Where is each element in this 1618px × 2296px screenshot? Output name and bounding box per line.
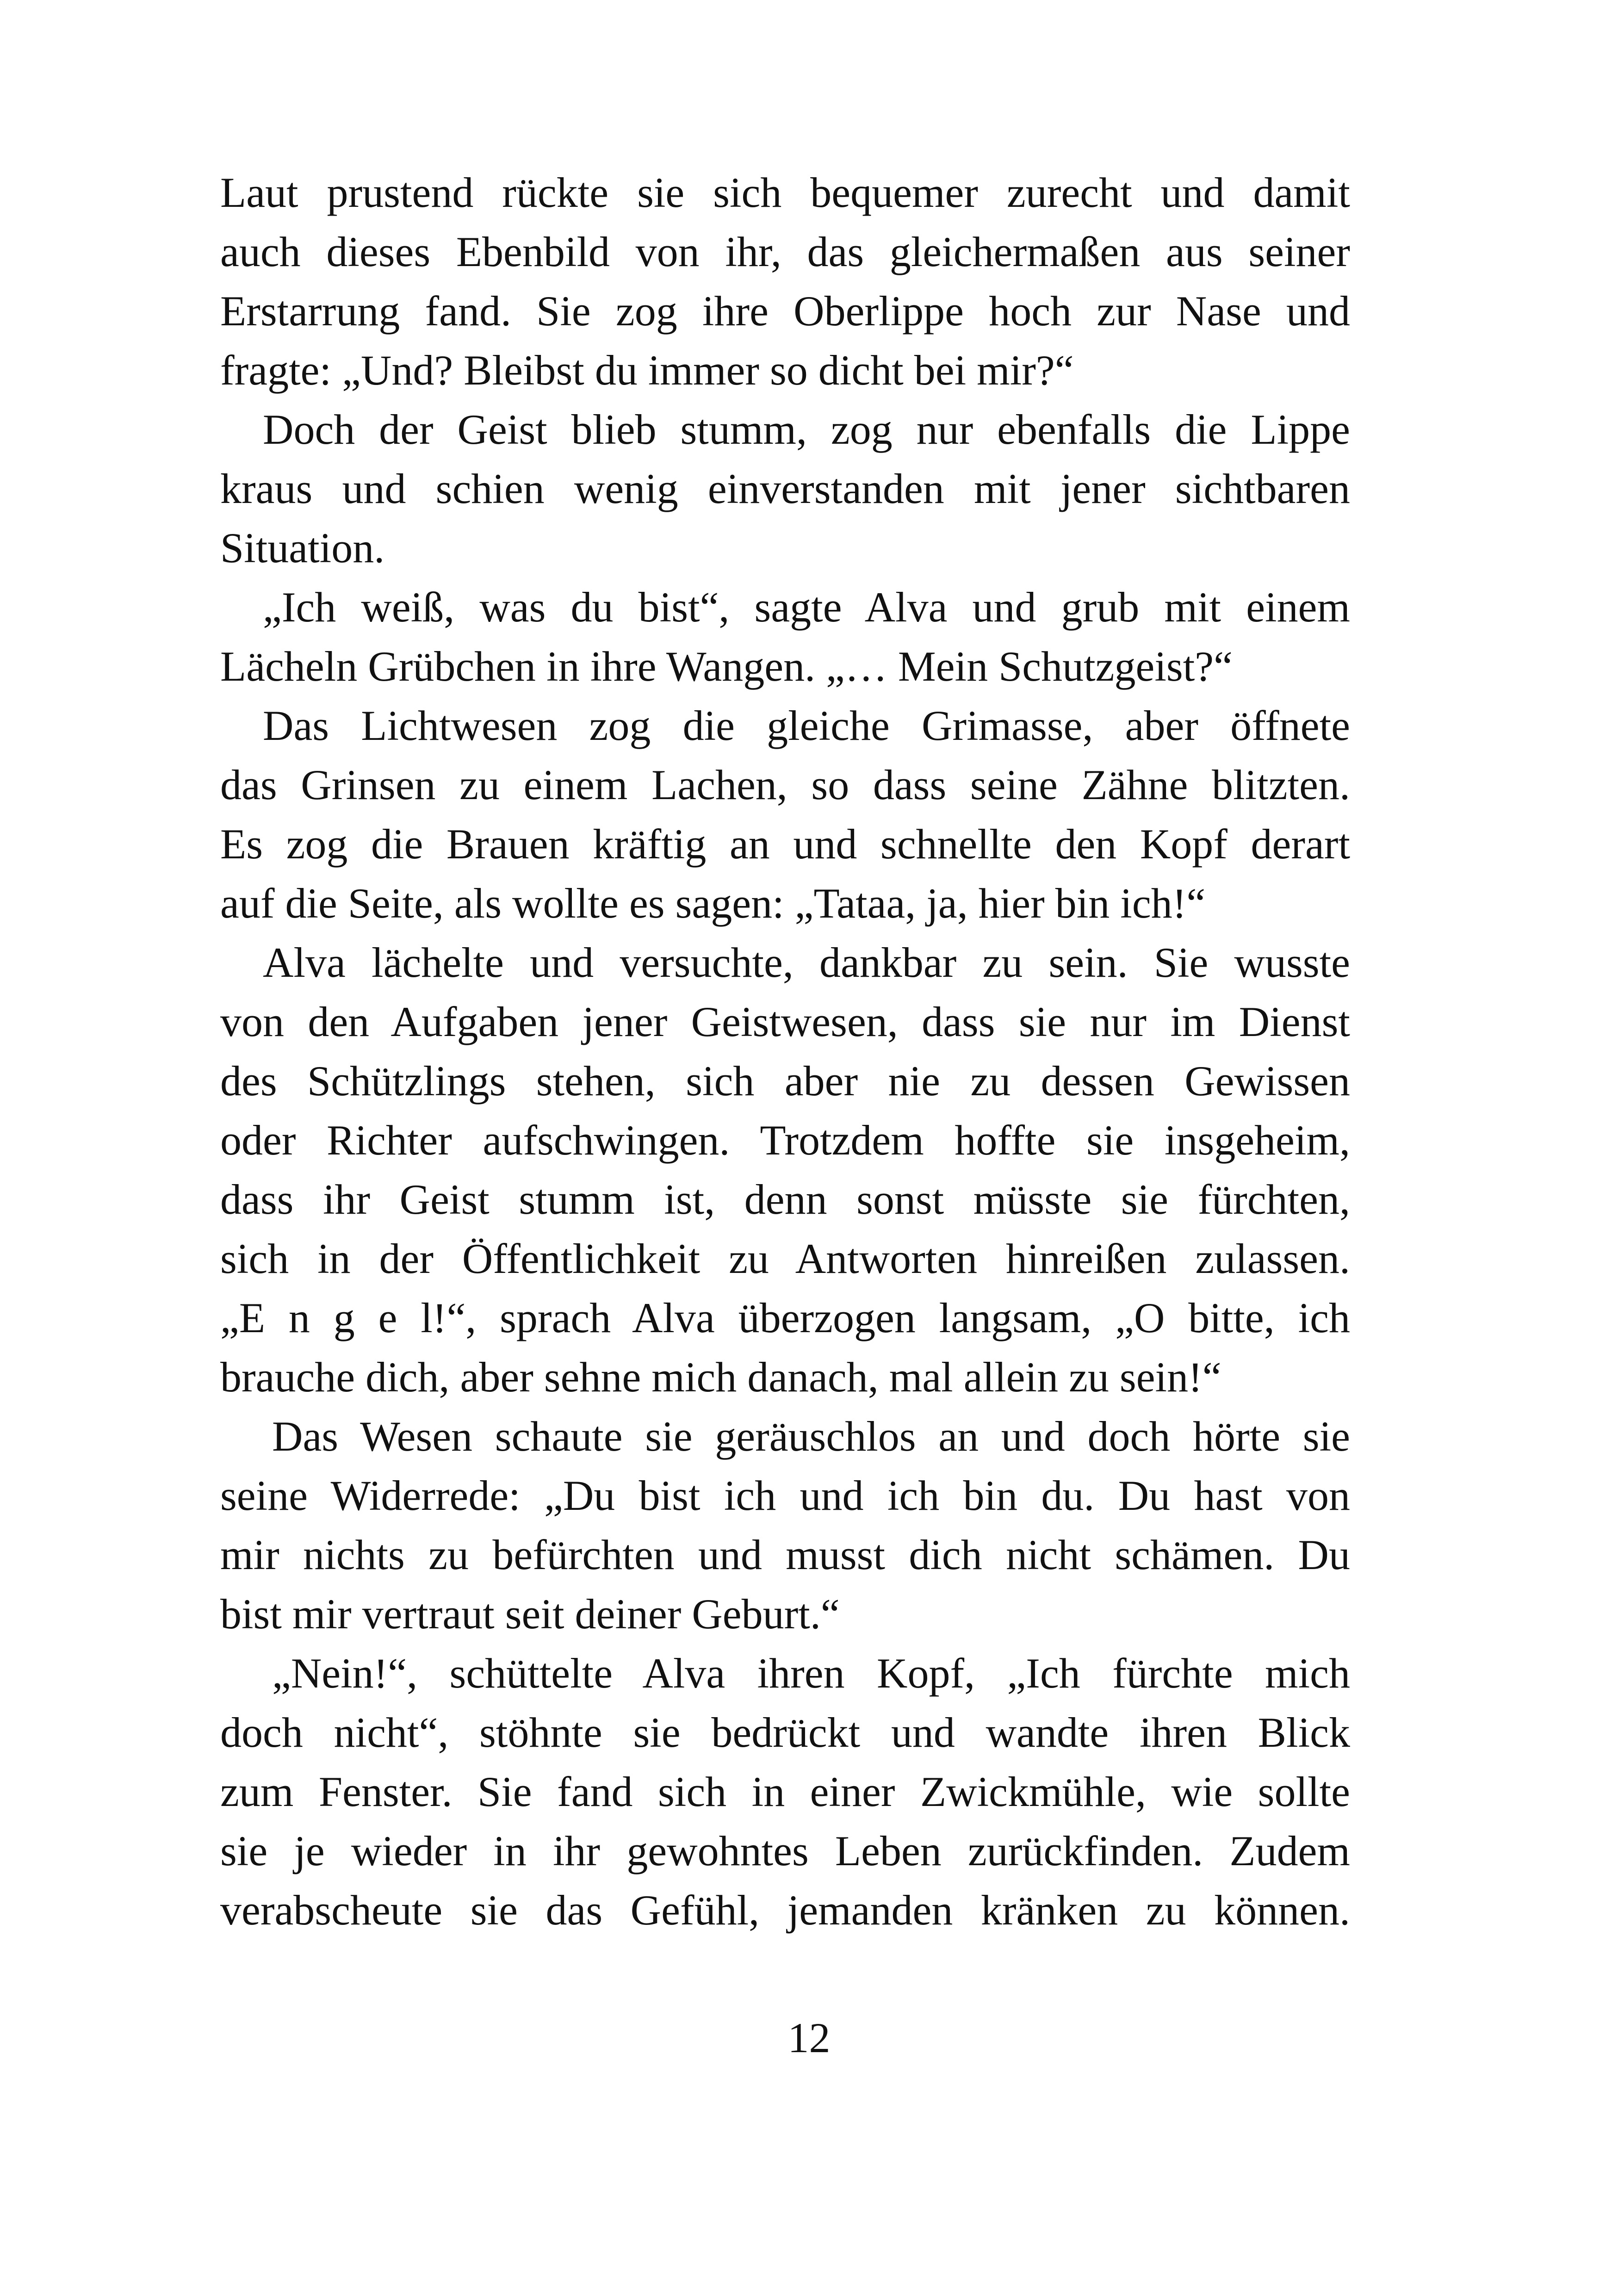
- text-line: verabscheute sie das Gefühl, jemanden kränken zu können.: [220, 1886, 1350, 1934]
- text-line: brauche dich, aber sehne mich danach, mal allein zu sein!“: [220, 1353, 1221, 1401]
- text-line: kraus und schien wenig einverstanden mit jener sichtbaren: [220, 465, 1350, 512]
- text-line: Erstarrung fand. Sie zog ihre Oberlippe hoch zur Nase und: [220, 287, 1350, 335]
- text-line: doch nicht“, stöhnte sie bedrückt und wandte ihren Blick: [220, 1709, 1350, 1756]
- text-line: Es zog die Brauen kräftig an und schnellte den Kopf derart: [220, 820, 1350, 868]
- text-line: auch dieses Ebenbild von ihr, das gleichermaßen aus seiner: [220, 228, 1350, 275]
- text-line: Lächeln Grübchen in ihre Wangen. „… Mein Schutzgeist?“: [220, 643, 1233, 690]
- text-line: von den Aufgaben jener Geistwesen, dass sie nur im Dienst: [220, 998, 1350, 1045]
- text-line: zum Fenster. Sie fand sich in einer Zwickmühle, wie sollte: [220, 1768, 1350, 1815]
- page-number: 12: [787, 2014, 831, 2061]
- text-line: Alva lächelte und versuchte, dankbar zu sein. Sie wusste: [263, 939, 1350, 986]
- text-line: fragte: „Und? Bleibst du immer so dicht bei mir?“: [220, 347, 1074, 394]
- text-line: des Schützlings stehen, sich aber nie zu dessen Gewissen: [220, 1057, 1350, 1105]
- text-line: Situation.: [220, 524, 385, 571]
- text-line: bist mir vertraut seit deiner Geburt.“: [220, 1590, 840, 1638]
- text-line: Das Lichtwesen zog die gleiche Grimasse, aber öffnete: [263, 702, 1350, 749]
- text-line: sie je wieder in ihr gewohntes Leben zurückfinden. Zudem: [220, 1827, 1350, 1874]
- text-line: oder Richter aufschwingen. Trotzdem hoffte sie insgeheim,: [220, 1117, 1350, 1164]
- text-line: mir nichts zu befürchten und musst dich nicht schämen. Du: [220, 1531, 1350, 1578]
- text-line: sich in der Öffentlichkeit zu Antworten hinreißen zulassen.: [220, 1235, 1350, 1282]
- text-line: Laut prustend rückte sie sich bequemer zurecht und damit: [220, 169, 1350, 216]
- text-line: seine Widerrede: „Du bist ich und ich bin du. Du hast von: [220, 1472, 1350, 1519]
- body-text: [220, 163, 1350, 1940]
- text-line: „E n g e l!“, sprach Alva überzogen langsam, „O bitte, ich: [220, 1294, 1350, 1341]
- text-line: Doch der Geist blieb stumm, zog nur ebenfalls die Lippe: [263, 406, 1350, 453]
- text-line: dass ihr Geist stumm ist, denn sonst müsste sie fürchten,: [220, 1176, 1350, 1223]
- text-line: „Nein!“, schüttelte Alva ihren Kopf, „Ich fürchte mich: [272, 1650, 1350, 1697]
- text-line: „Ich weiß, was du bist“, sagte Alva und grub mit einem: [263, 583, 1350, 631]
- text-line: Das Wesen schaute sie geräuschlos an und doch hörte sie: [272, 1413, 1350, 1460]
- text-line: auf die Seite, als wollte es sagen: „Tataa, ja, hier bin ich!“: [220, 880, 1206, 927]
- text-line: das Grinsen zu einem Lachen, so dass seine Zähne blitzten.: [220, 761, 1350, 808]
